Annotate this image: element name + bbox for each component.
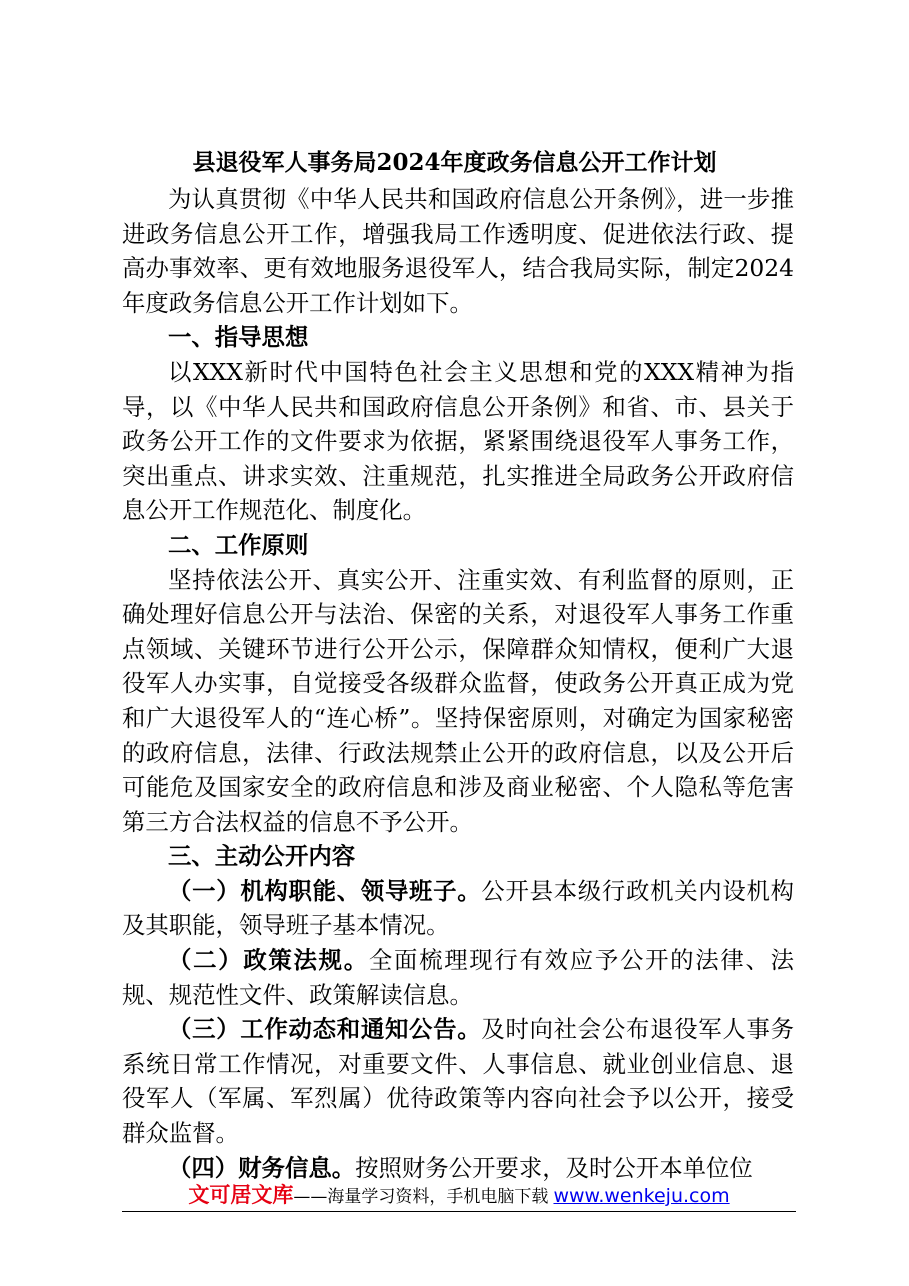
list-item — [122, 874, 794, 943]
item-heading: （四）财务信息。 — [168, 1153, 356, 1182]
list-item — [122, 943, 794, 1012]
section-heading-work-principles: 二、工作原则 — [168, 530, 309, 559]
item-heading: （三）工作动态和通知公告。 — [168, 1015, 482, 1044]
document-title: 县退役军人事务局2024年度政务信息公开工作计划 — [192, 149, 717, 176]
item-text: 及时向社会公布退役军人事务系统日常工作情况，对重要文件、人事信息、就业创业信息、退役军人（军属、军烈属）优待政策等内容向社会予以公开，接受群众监督。 — [122, 1015, 795, 1148]
footer-brand: 文可居文库 — [188, 1183, 294, 1207]
section-body-work-principles: 坚持依法公开、真实公开、注重实效、有利监督的原则，正确处理好信息公开与法治、保密的关系，对退役军人事务工作重点领域、关键环节进行公开公示，保障群众知情权，便利广大退役军人办实事，自觉接受各级群众监督，使政务公开真正成为党和广大退役军人的“连心桥”。坚持保密原则，对确定为国家秘密的政府信息，法律、行政法规禁止公开的政府信息，以及公开后可能危及国家安全的政府信息和涉及商业秘密、个人隐私等危害第三方合法权益的信息不予公开。 — [122, 565, 794, 836]
section-heading-disclosure-content: 三、主动公开内容 — [168, 842, 356, 871]
footer-url-link[interactable]: www.wenkeju.com — [553, 1185, 730, 1207]
document-body — [122, 182, 794, 1185]
item-heading: （一）机构职能、领导班子。 — [168, 876, 482, 905]
footer-tagline: ——海量学习资料，手机电脑下载 — [293, 1187, 549, 1207]
item-text: 按照财务公开要求，及时公开本单位位 — [355, 1153, 753, 1182]
section-heading-guiding-ideology: 一、指导思想 — [168, 323, 309, 352]
item-text: 公开县本级行政机关内设机构及其职能，领导班子基本情况。 — [122, 876, 795, 940]
page-footer — [122, 1180, 796, 1210]
list-item — [122, 1012, 794, 1150]
item-heading: （二）政策法规。 — [168, 946, 369, 975]
footer-divider — [122, 1211, 796, 1212]
item-text: 全面梳理现行有效应予公开的法律、法规、规范性文件、政策解读信息。 — [122, 946, 795, 1009]
section-body-guiding-ideology: 以XXX新时代中国特色社会主义思想和党的XXX精神为指导，以《中华人民共和国政府信息公开条例》和省、市、县关于政务公开工作的文件要求为依据，紧紧围绕退役军人事务工作，突出重点、讲求实效、注重规范，扎实推进全局政务公开政府信息公开工作规范化、制度化。 — [122, 357, 794, 525]
intro-paragraph: 为认真贯彻《中华人民共和国政府信息公开条例》，进一步推进政务信息公开工作，增强我局工作透明度、促进依法行政、提高办事效率、更有效地服务退役军人，结合我局实际，制定2024年度政务信息公开工作计划如下。 — [122, 185, 794, 317]
